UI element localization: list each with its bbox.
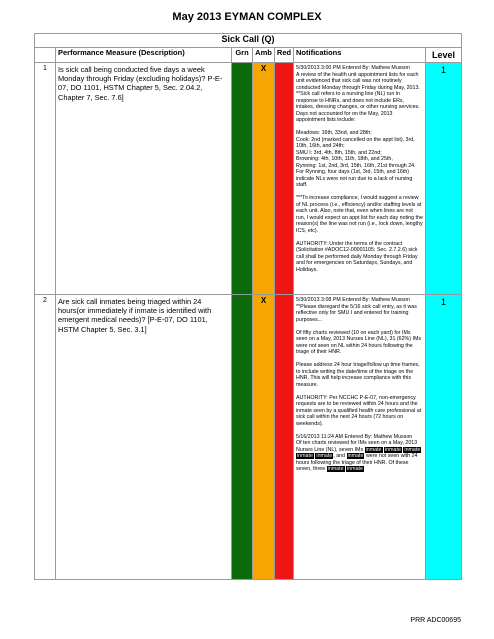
note-line: SMU I: 3rd, 4th, 8th, 15th, and 22nd; <box>296 149 382 156</box>
note-line: 5/30/2013 3:08 PM Entered By: Mathew Musson <box>296 297 410 303</box>
note-line: Browning: 4th, 10th, 11th, 18th, and 25th, <box>296 156 393 162</box>
red-status-cell <box>275 63 294 295</box>
redacted-paragraph-end: were not seen with 24 hours following the triage of their HNR. Of these seven, three <box>296 453 418 472</box>
amber-status-cell <box>253 295 275 580</box>
redaction-box: inmate <box>327 466 344 472</box>
green-status-cell <box>232 295 253 580</box>
note-entry <box>296 434 423 473</box>
note-line: Cook: 2nd (marked cancelled on the appt list), 3rd, 10th, 16th, and 24th; <box>296 136 415 149</box>
note-entry: Of fifty charts reviewed (10 on each yard) for IMs seen on a May, 2013 Nurses Line (NL), 31 (62%) IMs were not seen on NL within 24 hours following the triage of their HNR. <box>296 329 422 355</box>
red-status-cell <box>275 295 294 580</box>
redaction-box: inmate <box>316 453 333 459</box>
measure-description: Is sick call being conducted five days a week Monday through Friday (excluding holidays)? P-E-07, DO 1101, HSTM Chapter 5, Sec. 2.04.2, Chapter 7, Sec. 7.6] <box>56 63 232 295</box>
table-row <box>35 295 462 580</box>
note-entry: ***To increase compliance, I would suggest a review of NL process (i.e., efficiency) and/or staffing levels at each unit. Also, note that, even when lines are not run, I would expect an appt list for each day noting the reason(s) the line was not run (i.e., lock down, lengthy ICS, etc). <box>296 195 423 234</box>
note-line: Meadows: 16th, 33nd, and 28th; <box>296 130 372 136</box>
report-table <box>34 33 462 580</box>
redaction-box: inmate <box>365 446 382 453</box>
note-entry: Please address 24 hour triage/follow up time frames, to include writing the date/time of the triage on the HNR. This will help increase compliance with this measure. <box>296 362 420 388</box>
measure-header: Performance Measure (Description) <box>56 48 232 63</box>
redaction-box: inmate <box>297 453 313 459</box>
section-header-row <box>35 34 462 48</box>
redaction-box: inmate <box>347 466 363 472</box>
note-entry <box>296 130 423 189</box>
page-title: May 2013 EYMAN COMPLEX <box>172 11 322 23</box>
row-number: 2 <box>35 295 56 580</box>
redacted-paragraph-mid: , and <box>333 453 346 459</box>
redaction-box: inmate <box>404 446 421 453</box>
amb-header: Amb <box>253 48 275 63</box>
level-value: 1 <box>441 65 447 75</box>
redaction-box: inmate <box>385 446 401 453</box>
level-cell <box>426 295 462 580</box>
note-line: A review of the health unit appointment lists for each unit evidenced that sick call was not routinely conducted Monday through Friday during May, 2013. **Sick call refers to a nursing line (NL) run in response to HNRs, and does not include ERs, intakes, dressing changes, or other nursing services. Days not accounted for on the May, 2013 appointment lists include: <box>296 71 420 123</box>
note-line: **Please disregard the 5/16 sick call entry, as it was reflective only for SMU I and entered for training purposes... <box>296 303 417 323</box>
status-mark: X <box>260 64 267 73</box>
level-value: 1 <box>441 297 447 307</box>
notifications-cell <box>294 295 426 580</box>
note-entry: AUTHORITY: Under the terms of the contract (Solicitation #ADOC12-00001105; Sec. 2.7.2.6) sick call shall be performed daily Monday through Friday and for emergencies on Saturdays, Sundays, and Holidays. <box>296 240 418 273</box>
document-id-footer: PRR ADC00695 <box>410 617 461 624</box>
column-header-row <box>35 48 462 63</box>
note-line: Rynning: 1st, 2nd, 3rd, 15th, 16th, 21st through 24. For Rynning, four days (1st, 3rd, 15th, and 16th) indicate NLs were not run due to a lack of nursing staff. <box>296 162 416 188</box>
table-row <box>35 63 462 295</box>
level-cell <box>426 63 462 295</box>
green-status-cell <box>232 63 253 295</box>
note-line: 5/30/2013 3:00 PM Entered By: Mathew Musson <box>296 65 410 71</box>
redaction-box: inmate <box>347 453 364 459</box>
note-entry <box>296 65 423 124</box>
note-entry <box>296 297 423 323</box>
section-title: Sick Call (Q) <box>35 34 462 48</box>
red-header: Red <box>275 48 294 63</box>
note-line: 5/16/2013 11:24 AM Entered By: Mathew Musson <box>296 433 413 440</box>
redacted-paragraph-start: Of ten charts reviewed for IMs seen on a May, 2013 Nurses Line (NL), seven IMs <box>296 440 418 453</box>
grn-header: Grn <box>232 48 253 63</box>
num-header <box>35 48 56 63</box>
row-number: 1 <box>35 63 56 295</box>
measure-description: Are sick call inmates being triaged within 24 hours(or immediately if inmate is identified with emergent medical needs)? [P-E-07, DO 1101, HSTM Chapter 5, Sec. 3.1] <box>56 295 232 580</box>
note-entry: AUTHORITY: Per NCCHC P-E-07, non-emergency requests are to be reviewed within 24 hours and the inmate seen by a qualified health care professional at sick call within the next 24 hours (72 hours on weekends). <box>296 394 422 427</box>
notifications-cell <box>294 63 426 295</box>
amber-status-cell <box>253 63 275 295</box>
level-header: Level <box>426 48 462 63</box>
notes-header: Notifications <box>294 48 426 63</box>
status-mark: X <box>260 296 267 305</box>
